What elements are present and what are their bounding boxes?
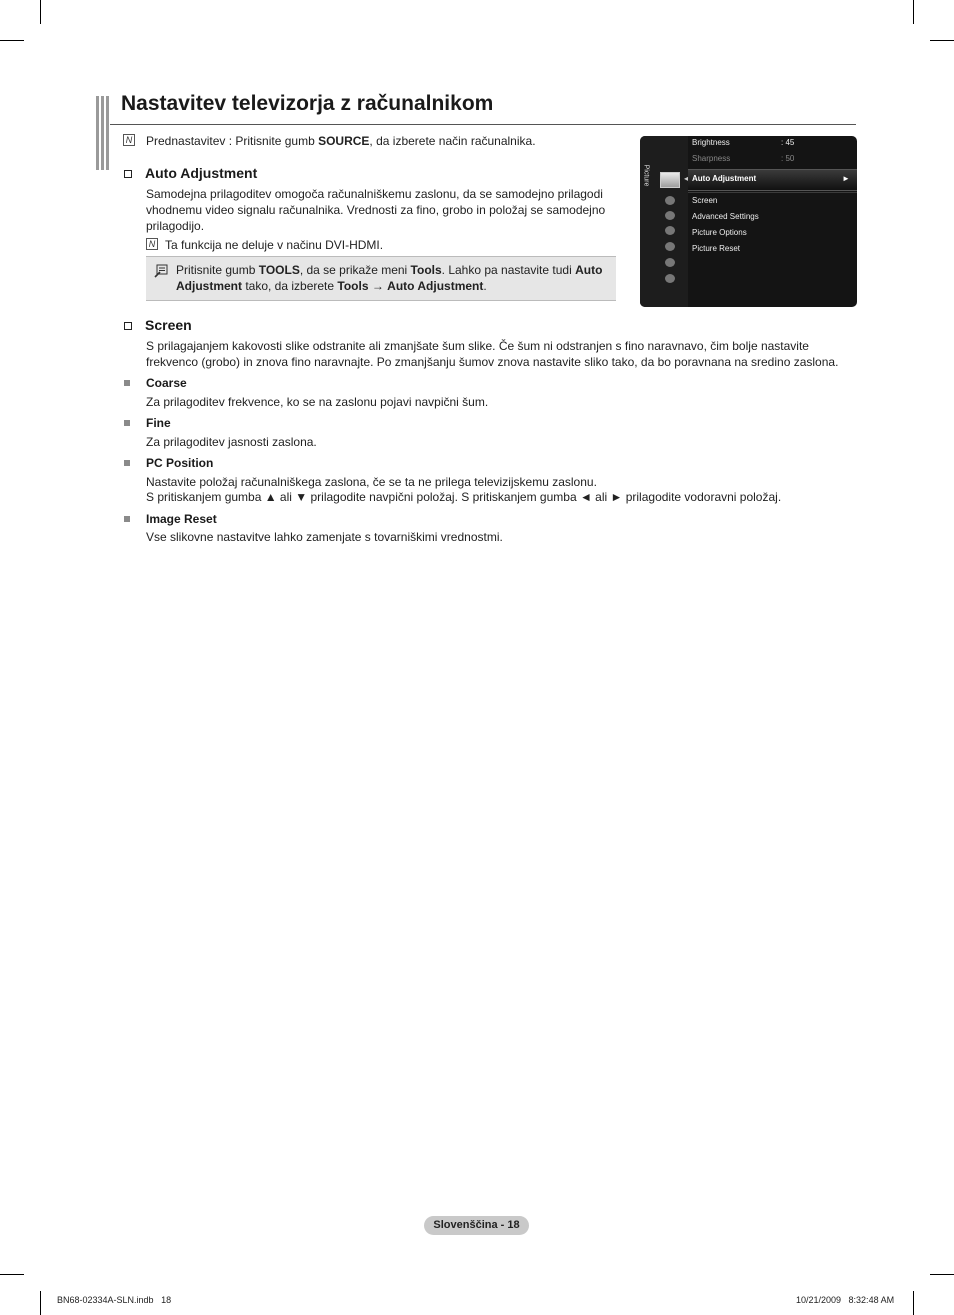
tools-tip-bold: TOOLS: [258, 263, 300, 277]
tools-tip-text: .: [483, 279, 487, 293]
tools-icon: [154, 264, 168, 278]
print-date-info: 10/21/2009 8:32:48 AM: [796, 1295, 895, 1305]
tv-menu-auto-adjustment: Auto Adjustment: [692, 174, 757, 183]
tv-menu-side-label: Picture: [642, 164, 650, 187]
crop-mark: [930, 1274, 954, 1275]
auto-adjustment-body-3: prilagodijo.: [146, 219, 205, 233]
tools-tip-bold: Tools: [337, 279, 369, 293]
tools-tip-text: Pritisnite gumb: [176, 263, 259, 277]
setup-gear-icon: [665, 226, 675, 235]
intro-note: [146, 133, 536, 149]
tools-tip-text: . Lahko pa nastavite tudi: [441, 263, 576, 277]
screen-body-2: frekvenco (grobo) in znova fino naravnajte. Po zmanjšanju šumov znova nastavite sliko tako, da bo poravnana na sredino zaslona.: [146, 355, 839, 369]
application-icon: [665, 258, 675, 267]
sound-icon: [665, 196, 675, 205]
tv-menu-screen: Screen: [692, 196, 718, 205]
square-bullet-icon: [124, 516, 130, 522]
picture-icon: [660, 172, 680, 188]
tv-menu-advanced-settings: Advanced Settings: [692, 212, 759, 221]
auto-adjustment-body-1: Samodejna prilagoditev omogoča računalniškemu zaslonu, da se samodejno prilagodi: [146, 187, 603, 201]
auto-adjustment-note: Ta funkcija ne deluje v načinu DVI-HDMI.: [165, 238, 384, 252]
fine-heading: Fine: [146, 416, 171, 430]
pc-position-heading: PC Position: [146, 456, 214, 470]
note-icon: N: [123, 134, 135, 146]
tools-tip-bold: Adjustment: [176, 279, 242, 293]
input-icon: [665, 242, 675, 251]
tools-tip-text: →: [368, 279, 388, 293]
tv-menu-brightness-value: : 45: [781, 138, 795, 147]
intro-note-source: SOURCE: [318, 134, 370, 148]
fine-desc: Za prilagoditev jasnosti zaslona.: [146, 435, 317, 449]
crop-mark: [930, 40, 954, 41]
print-file-info: BN68-02334A-SLN.indb 18: [57, 1295, 172, 1305]
tv-menu-picture-options: Picture Options: [692, 228, 747, 237]
checkbox-square-icon: [124, 170, 132, 178]
tools-tip-text: , da se prikaže meni: [299, 263, 411, 277]
crop-mark: [40, 1291, 41, 1315]
image-reset-heading: Image Reset: [146, 512, 217, 526]
checkbox-square-icon: [124, 322, 132, 330]
intro-note-text-end: , da izberete način računalnika.: [369, 134, 536, 148]
tools-tip-bold: Auto: [575, 263, 603, 277]
title-bar-decoration: [96, 96, 110, 170]
square-bullet-icon: [124, 460, 130, 466]
page-number-badge: Slovenščina - 18: [424, 1216, 529, 1235]
screen-heading: Screen: [145, 317, 192, 333]
image-reset-desc: Vse slikovne nastavitve lahko zamenjate s tovarniškimi vrednostmi.: [146, 530, 503, 544]
pc-position-desc-2: S pritiskanjem gumba ▲ ali ▼ prilagodite navpični položaj. S pritiskanjem gumba ◄ ali ► prilagodite vodoravni položaj.: [146, 490, 782, 504]
tools-tip-box: [146, 256, 616, 301]
tools-tip-line-2: [176, 278, 487, 294]
intro-note-text: Prednastavitev : Pritisnite gumb: [146, 134, 319, 148]
tv-menu-divider: [688, 192, 857, 193]
tv-menu-sharpness-value: : 50: [781, 154, 795, 163]
tools-tip-line-1: [176, 262, 602, 278]
tv-menu-sharpness: Sharpness: [692, 154, 731, 163]
square-bullet-icon: [124, 380, 130, 386]
tools-tip-bold: Auto Adjustment: [387, 279, 484, 293]
tv-menu-right-arrow: ►: [842, 174, 850, 183]
coarse-desc: Za prilagoditev frekvence, ko se na zaslonu pojavi navpični šum.: [146, 395, 489, 409]
tv-menu-left-arrow: ◂: [684, 174, 689, 183]
crop-mark: [913, 0, 914, 24]
title-rule: [110, 124, 856, 125]
square-bullet-icon: [124, 420, 130, 426]
crop-mark: [0, 1274, 24, 1275]
pc-position-desc-1: Nastavite položaj računalniškega zaslona, če se ta ne prilega televizijskemu zaslonu.: [146, 475, 597, 489]
auto-adjustment-body-2: vhodnemu video signalu računalnika. Vrednosti za fino, grobo in položaj se samodejno: [146, 203, 606, 217]
tools-tip-bold: Tools: [410, 263, 442, 277]
channel-icon: [665, 211, 675, 220]
coarse-heading: Coarse: [146, 376, 187, 390]
page-title: Nastavitev televizorja z računalnikom: [121, 92, 494, 115]
crop-mark: [913, 1291, 914, 1315]
tools-tip-text: tako, da izberete: [242, 279, 338, 293]
crop-mark: [40, 0, 41, 24]
tv-menu-picture-reset: Picture Reset: [692, 244, 741, 253]
tv-picture-menu: [640, 136, 857, 307]
note-icon: N: [146, 238, 158, 250]
tv-menu-brightness: Brightness: [692, 138, 730, 147]
auto-adjustment-heading: Auto Adjustment: [145, 165, 258, 181]
crop-mark: [0, 40, 24, 41]
screen-body-1: S prilagajanjem kakovosti slike odstranite ali zmanjšate šum slike. Če šum ni odstranjen s fino naravnavo, čim bolje nastavite: [146, 339, 809, 353]
support-icon: [665, 274, 675, 283]
